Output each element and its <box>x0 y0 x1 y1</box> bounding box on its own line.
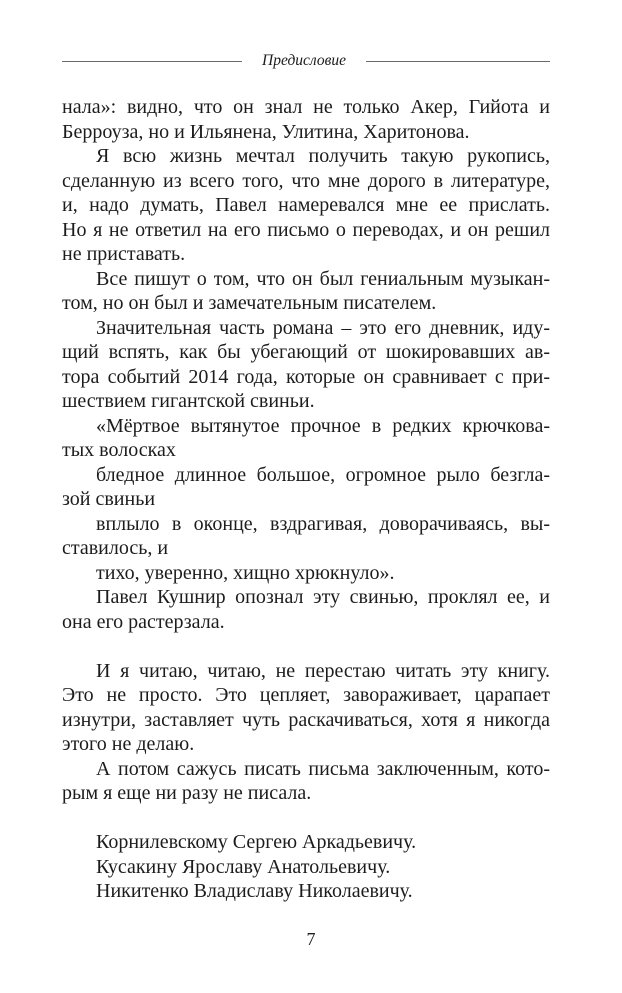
text-line: тых волосках <box>62 439 176 461</box>
text-line: рым я еще ни разу не писала. <box>62 782 312 804</box>
text-line: Значительная часть романа – это его дневник, иду- <box>96 316 550 339</box>
text-line: Корнилевскому Сергею Аркадьевичу. <box>96 831 417 853</box>
header-rule-left <box>62 61 242 62</box>
text-line: Все пишут о том, что он был гениальным музыкан- <box>96 267 550 290</box>
body-text <box>62 95 550 904</box>
page-number: 7 <box>306 929 316 949</box>
text-line: Я всю жизнь мечтал получить такую рукопись, <box>96 145 550 167</box>
blank-line <box>62 634 550 659</box>
text-line: вплыло в оконце, вздрагивая, доворачиваясь, вы- <box>96 512 550 535</box>
text-line: нала»: видно, что он знал не только Акер, Гийота и <box>62 96 550 118</box>
text-line: А потом сажусь писать письма заключенным, кото- <box>96 757 550 780</box>
header-rule-right <box>366 61 550 62</box>
text-line: этого не делаю. <box>62 733 195 755</box>
text-line: сделанную из всего того, что мне дорого в литературе, <box>62 169 550 192</box>
text-line: «Мёртвое вытянутое прочное в редких крючкова- <box>96 414 550 437</box>
running-header-title: Предисловие <box>262 52 346 69</box>
text-line: ставилось, и <box>62 537 169 559</box>
text-line: Берроуза, но и Ильянена, Улитина, Харитонова. <box>62 120 470 143</box>
text-line: И я читаю, читаю, не перестаю читать эту книгу. <box>96 659 550 682</box>
running-header <box>62 50 550 74</box>
text-line: она его растерзала. <box>62 610 225 633</box>
text-line: не приставать. <box>62 243 186 265</box>
text-line: и, надо думать, Павел намеревался мне ее прислать. <box>62 194 550 216</box>
text-line: Это не просто. Это цепляет, завораживает, царапает <box>62 684 550 706</box>
text-line: Никитенко Владиславу Николаевичу. <box>96 880 413 902</box>
text-line: Кусакину Ярославу Анатольевичу. <box>96 855 391 878</box>
text-line: Но я не ответил на его письмо о переводах, и он решил <box>62 218 550 241</box>
text-line: Павел Кушнир опознал эту свинью, проклял ее, и <box>96 586 550 608</box>
text-line: тора событий 2014 года, которые он сравнивает с при- <box>62 365 550 388</box>
text-line: шествием гигантской свиньи. <box>62 390 315 412</box>
text-line: тихо, уверенно, хищно хрюкнуло». <box>96 561 395 584</box>
text-line: щий вспять, как бы убегающий от шокировавших ав- <box>62 341 550 363</box>
text-line: изнутри, заставляет чуть раскачиваться, хотя я никогда <box>62 708 550 731</box>
text-line: бледное длинное большое, огромное рыло безгла- <box>96 463 550 486</box>
text-line: зой свиньи <box>62 488 156 510</box>
text-line: том, но он был и замечательным писателем. <box>62 292 437 314</box>
blank-line <box>62 806 550 831</box>
